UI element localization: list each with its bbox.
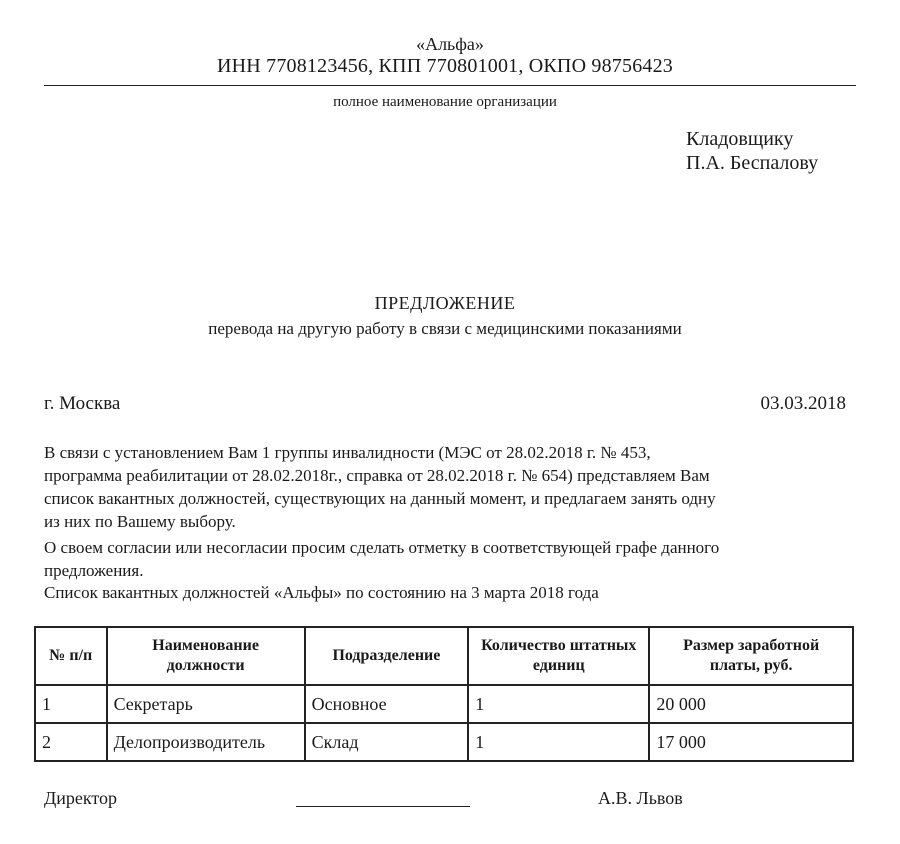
column-header-department: Подразделение <box>305 627 469 685</box>
document-city: г. Москва <box>44 393 121 414</box>
organization-name: «Альфа» <box>416 34 484 54</box>
body-text-line: предложения. <box>44 561 144 580</box>
recipient-position: Кладовщику <box>686 128 794 150</box>
document-title: ПРЕДЛОЖЕНИЕ <box>374 293 516 313</box>
table-caption: Список вакантных должностей «Альфы» по состоянию на 3 марта 2018 года <box>44 583 599 602</box>
cell-number: 1 <box>35 685 107 723</box>
organization-divider <box>44 85 856 86</box>
body-text-line: программа реабилитации от 28.02.2018г., справка от 28.02.2018 г. № 654) представляем Вам <box>44 466 710 485</box>
cell-number: 2 <box>35 723 107 761</box>
cell-headcount: 1 <box>468 685 649 723</box>
cell-position: Делопроизводитель <box>107 723 305 761</box>
cell-department: Склад <box>305 723 469 761</box>
organization-codes: ИНН 7708123456, КПП 770801001, ОКПО 98756423 <box>216 55 674 77</box>
document-subtitle: перевода на другую работу в связи с медицинскими показаниями <box>208 319 682 338</box>
table-header-row <box>35 627 853 685</box>
body-text-line: из них по Вашему выбору. <box>44 512 236 531</box>
organization-caption: полное наименование организации <box>333 94 557 110</box>
table-row <box>35 723 853 761</box>
cell-salary: 20 000 <box>649 685 853 723</box>
body-text-line: В связи с установлением Вам 1 группы инвалидности (МЭС от 28.02.2018 г. № 453, <box>44 443 651 462</box>
cell-position: Секретарь <box>107 685 305 723</box>
document-date: 03.03.2018 <box>760 393 846 414</box>
table-row <box>35 685 853 723</box>
cell-headcount: 1 <box>468 723 649 761</box>
column-header-number: № п/п <box>35 627 107 685</box>
body-text-line: О своем согласии или несогласии просим сделать отметку в соответствующей графе данного <box>44 538 720 557</box>
cell-salary: 17 000 <box>649 723 853 761</box>
column-header-headcount: Количество штатных единиц <box>468 627 649 685</box>
signature-line <box>296 806 470 807</box>
column-header-salary: Размер заработной платы, руб. <box>649 627 853 685</box>
signatory-name: А.В. Львов <box>598 788 683 808</box>
signatory-role: Директор <box>44 788 118 808</box>
body-text-line: список вакантных должностей, существующих на данный момент, и предлагаем занять одну <box>44 489 716 508</box>
recipient-name: П.А. Беспалову <box>686 152 819 174</box>
column-header-position: Наименование должности <box>107 627 305 685</box>
cell-department: Основное <box>305 685 469 723</box>
vacancies-table <box>34 626 854 762</box>
